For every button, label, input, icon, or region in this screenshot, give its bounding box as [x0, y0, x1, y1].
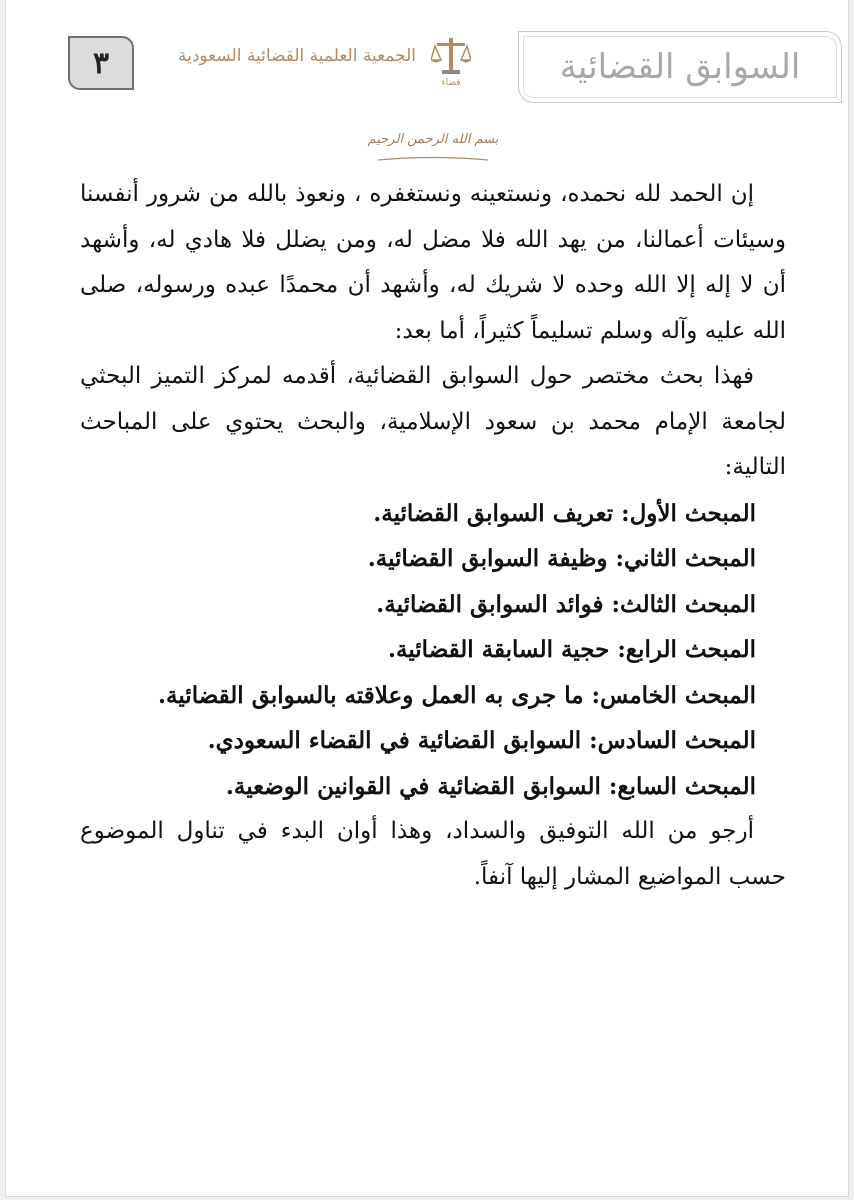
list-item: المبحث السادس: السوابق القضائية في القضاء السعودي. [207, 727, 756, 754]
paragraph-intro: إن الحمد لله نحمده، ونستعينه ونستغفره ، ونعوذ بالله من شرور أنفسنا وسيئات أعمالنا، من يهد الله فلا مضل له، ومن يضلل فلا هادي له، وأشهد أن لا إله إلا الله وحده لا شريك له، وأشهد أن محمدًا عبده ورسوله، صلى الله عليه وآله وسلم تسليماً كثيراً، أما بعد: [80, 181, 786, 344]
basmala-calligraphy: بسم الله الرحمن الرحيم [367, 132, 499, 147]
body-text [80, 172, 786, 900]
list-item: المبحث السابع: السوابق القضائية في القوانين الوضعية. [225, 772, 756, 800]
list-item: المبحث الرابع: حجية السابقة القضائية. [388, 636, 756, 663]
association-name: الجمعية العلمية القضائية السعودية [177, 46, 417, 66]
logo-subtitle: قضاء [441, 78, 461, 88]
list-item: المبحث الخامس: ما جرى به العمل وعلاقته بالسوابق القضائية. [158, 681, 756, 709]
paragraph-research: فهذا بحث مختصر حول السوابق القضائية، أقدمه لمركز التميز البحثي لجامعة الإمام محمد بن سعود الإسلامية، والبحث يحتوي على المباحث التالية: [80, 363, 786, 480]
document-page [5, 0, 849, 1197]
running-title-box [518, 31, 842, 103]
list-item: المبحث الأول: تعريف السوابق القضائية. [373, 499, 756, 527]
list-item: المبحث الثاني: وظيفة السوابق القضائية. [367, 545, 756, 572]
page-number-box [68, 36, 134, 90]
list-item: المبحث الثالث: فوائد السوابق القضائية. [376, 590, 756, 618]
running-title: السوابق القضائية [559, 47, 801, 87]
scales-logo-icon [431, 34, 471, 84]
page-number: ٣ [92, 45, 110, 81]
basmala-ornament-icon [378, 156, 488, 162]
paragraph-closing: أرجو من الله التوفيق والسداد، وهذا أوان البدء في تناول الموضوع حسب المواضيع المشار إليها آنفاً. [80, 818, 786, 890]
